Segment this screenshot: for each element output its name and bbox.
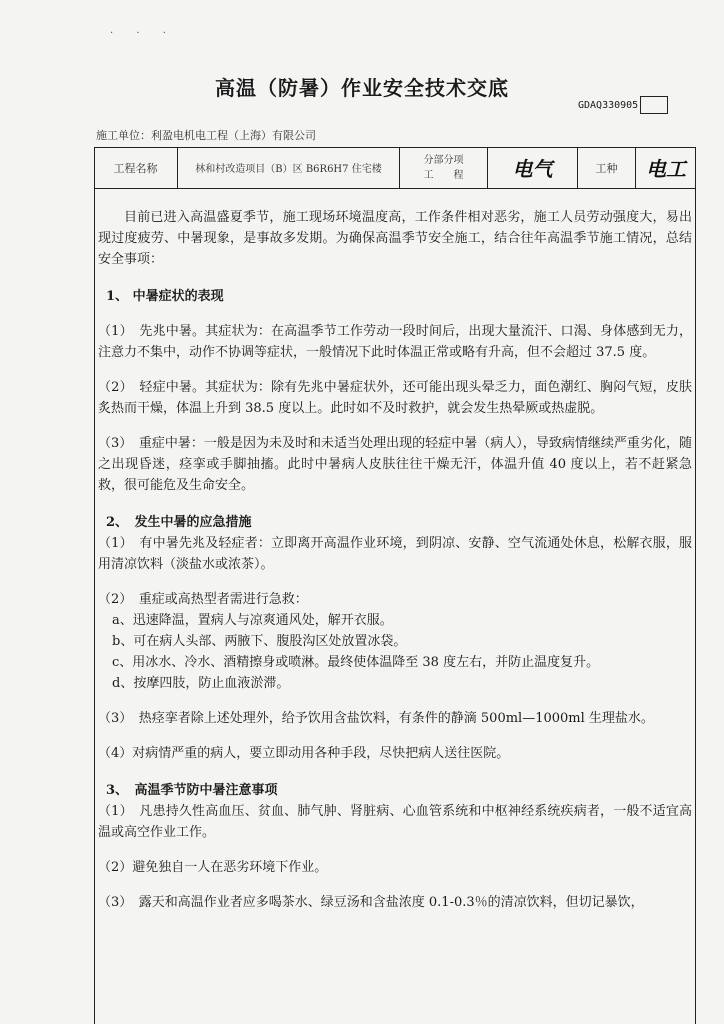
- section-2-item-2: （2） 重症或高热型者需进行急救：: [98, 592, 308, 607]
- subproject-handwriting: 电气: [512, 157, 553, 181]
- section-1-heading: 1、 中暑症状的表现: [106, 289, 224, 304]
- section-3-item-2: （2）避免独自一人在恶劣环境下作业。: [98, 860, 328, 875]
- scan-specks: · · ·: [110, 28, 176, 39]
- section-3-item-3: （3） 露天和高温作业者应多喝茶水、绿豆汤和含盐浓度 0.1-0.3％的清凉饮料，但切记暴饮，: [98, 895, 644, 910]
- section-2-item-2d: d、按摩四肢，防止血液淤滞。: [112, 676, 290, 691]
- subproject-value: [488, 147, 578, 188]
- section-1-item-3: （3） 重症中暑：一般是因为未及时和未适当处理出现的轻症中暑（病人），导致病情继续严重劣化，随之出现昏迷，痉挛或手脚抽搐。此时中暑病人皮肤往往干燥无汗，体温升值 40 度以上，若不赶紧急救，很可能危及生命安全。: [98, 436, 692, 493]
- disclosure-content: [94, 189, 696, 913]
- document-code: GDAQ330905: [578, 99, 639, 111]
- trade-label: 工种: [578, 147, 636, 188]
- document-code-group: [578, 96, 668, 114]
- section-3-heading: 3、 高温季节防中暑注意事项: [106, 783, 278, 798]
- subproject-label: [400, 147, 488, 188]
- trade-value: [636, 147, 696, 188]
- section-2-item-3: （3） 热痉挛者除上述处理外，给予饮用含盐饮料，有条件的静滴 500ml—1000ml 生理盐水。: [98, 711, 654, 726]
- section-2-item-2a: a、迅速降温，置病人与凉爽通风处，解开衣服。: [112, 613, 393, 628]
- document-title: 高温（防暑）作业安全技术交底: [215, 76, 509, 100]
- document-code-box: [640, 96, 668, 114]
- table-header-row: [94, 147, 696, 189]
- intro-paragraph: 目前已进入高温盛夏季节，施工现场环境温度高，工作条件相对恶劣，施工人员劳动强度大，易出现过度疲劳、中暑现象，是事故多发期。为确保高温季节安全施工，结合往年高温季节施工情况，总结安全事项：: [98, 210, 692, 267]
- section-2-item-2c: c、用冰水、冷水、酒精擦身或喷淋。最终使体温降至 38 度左右，并防止温度复升。: [112, 655, 600, 670]
- section-2-item-2b: b、可在病人头部、两腋下、腹股沟区处放置冰袋。: [112, 634, 407, 649]
- section-2-item-4: （4）对病情严重的病人，要立即动用各种手段，尽快把病人送往医院。: [98, 746, 510, 761]
- section-1-item-2: （2） 轻症中暑。其症状为：除有先兆中暑症状外，还可能出现头晕乏力，面色潮红、胸闷气短，皮肤炙热而干燥，体温上升到 38.5 度以上。此时如不及时救护，就会发生热晕厥或热虚脱。: [98, 380, 692, 416]
- project-name-label: 工程名称: [94, 147, 178, 188]
- subproject-label-line1: 分部分项: [423, 154, 464, 166]
- section-1-item-1: （1） 先兆中暑。其症状为：在高温季节工作劳动一段时间后，出现大量流汗、口渴、身体感到无力，注意力不集中，动作不协调等症状，一般情况下此时体温正常或略有升高，但不会超过 37.5 度。: [98, 324, 692, 360]
- construction-unit: 施工单位：利盈电机电工程（上海）有限公司: [96, 129, 316, 142]
- project-name-value: 林和村改造项目（B）区 B6R6H7 住宅楼: [178, 147, 400, 188]
- subproject-label-line2: 工 程: [423, 169, 464, 181]
- section-3-item-1: （1） 凡患持久性高血压、贫血、肺气肿、肾脏病、心血管系统和中枢神经系统疾病者，一般不适宜高温或高空作业工作。: [98, 804, 692, 840]
- trade-handwriting: 电工: [646, 157, 686, 181]
- section-2-item-1: （1） 有中暑先兆及轻症者：立即离开高温作业环境，到阴凉、安静、空气流通处休息，松解衣服，服用清凉饮料（淡盐水或浓茶）。: [98, 536, 692, 572]
- section-2-heading: 2、 发生中暑的应急措施: [106, 515, 252, 530]
